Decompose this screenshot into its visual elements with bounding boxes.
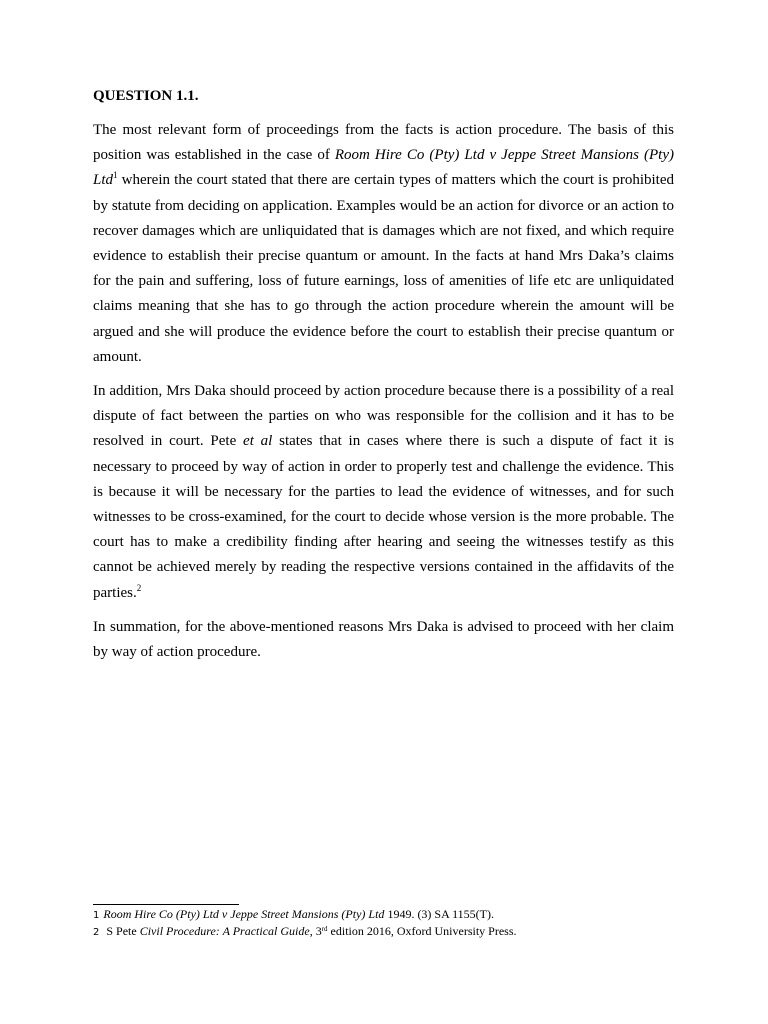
footnote-ref-2: 2 (136, 582, 142, 593)
footnote-2-edition: , 3 (309, 923, 322, 938)
footnote-2-edition-sup: rd (321, 924, 328, 933)
paragraph-3: In summation, for the above-mentioned reasons Mrs Daka is advised to proceed with her claim by way of action procedure. (93, 618, 674, 661)
footnote-2-title: Civil Procedure: A Practical Guide (139, 923, 310, 938)
paragraph-2-text-b: states that in cases where there is such a dispute of fact it is necessary to proceed by way of action in order to properly test and challenge the evidence. This is because it will be necessary for the parties to lead the evidence of witnesses, and for such witnesses to be cross-examined, for the court to decide whose version is the more probable. The court has to make a credibility finding after hearing and seeing the witnesses testify as this cannot be achieved merely by reading the respective versions contained in the affidavits of the parties. (93, 433, 674, 601)
paragraph-1-text-a: The most relevant form of proceedings from the facts is action procedure. The basis of this position was established in the case of (93, 122, 674, 164)
case-name-italic: Room Hire Co (Pty) Ltd v Jeppe Street Mansions (Pty) Ltd (93, 147, 674, 189)
footnote-2-number: 2 (93, 926, 100, 938)
footnote-1-case-name: Room Hire Co (Pty) Ltd v Jeppe Street Mansions (Pty) Ltd (103, 907, 385, 921)
paragraph-2-text-a: In addition, Mrs Daka should proceed by action procedure because there is a possibility of a real dispute of fact between the parties on who was responsible for the collision and it has to be resolved in court. Pete (93, 383, 674, 450)
footnotes (93, 907, 693, 940)
footnote-1-citation: 1949. (3) SA 1155(T). (384, 907, 494, 921)
paragraph-2 (93, 379, 674, 606)
answer-body (93, 118, 674, 674)
footnote-2-author: S Pete (103, 923, 140, 938)
footnote-separator (93, 904, 239, 905)
footnote-1 (93, 907, 693, 924)
footnote-1-number: 1 (93, 910, 100, 921)
footnote-2-rest: edition 2016, Oxford University Press. (327, 923, 517, 938)
footnote-ref-1: 1 (113, 170, 118, 181)
footnote-2 (93, 924, 693, 941)
paragraph-1-text-b: wherein the court stated that there are certain types of matters which the court is prohibited by statute from deciding on application. Examples would be an action for divorce or an action to recover damages which are unliquidated that is damages which are not fixed, and which require evidence to establish their precise quantum or amount. In the facts at hand Mrs Daka’s claims for the pain and suffering, loss of future earnings, loss of amenities of life etc are unliquidated claims meaning that she has to go through the action procedure wherein the amount will be argued and she will produce the evidence before the court to establish their precise quantum or amount. (93, 172, 674, 365)
question-heading: QUESTION 1.1. (93, 88, 199, 104)
paragraph-1 (93, 118, 674, 370)
et-al-italic: et al (243, 433, 273, 450)
